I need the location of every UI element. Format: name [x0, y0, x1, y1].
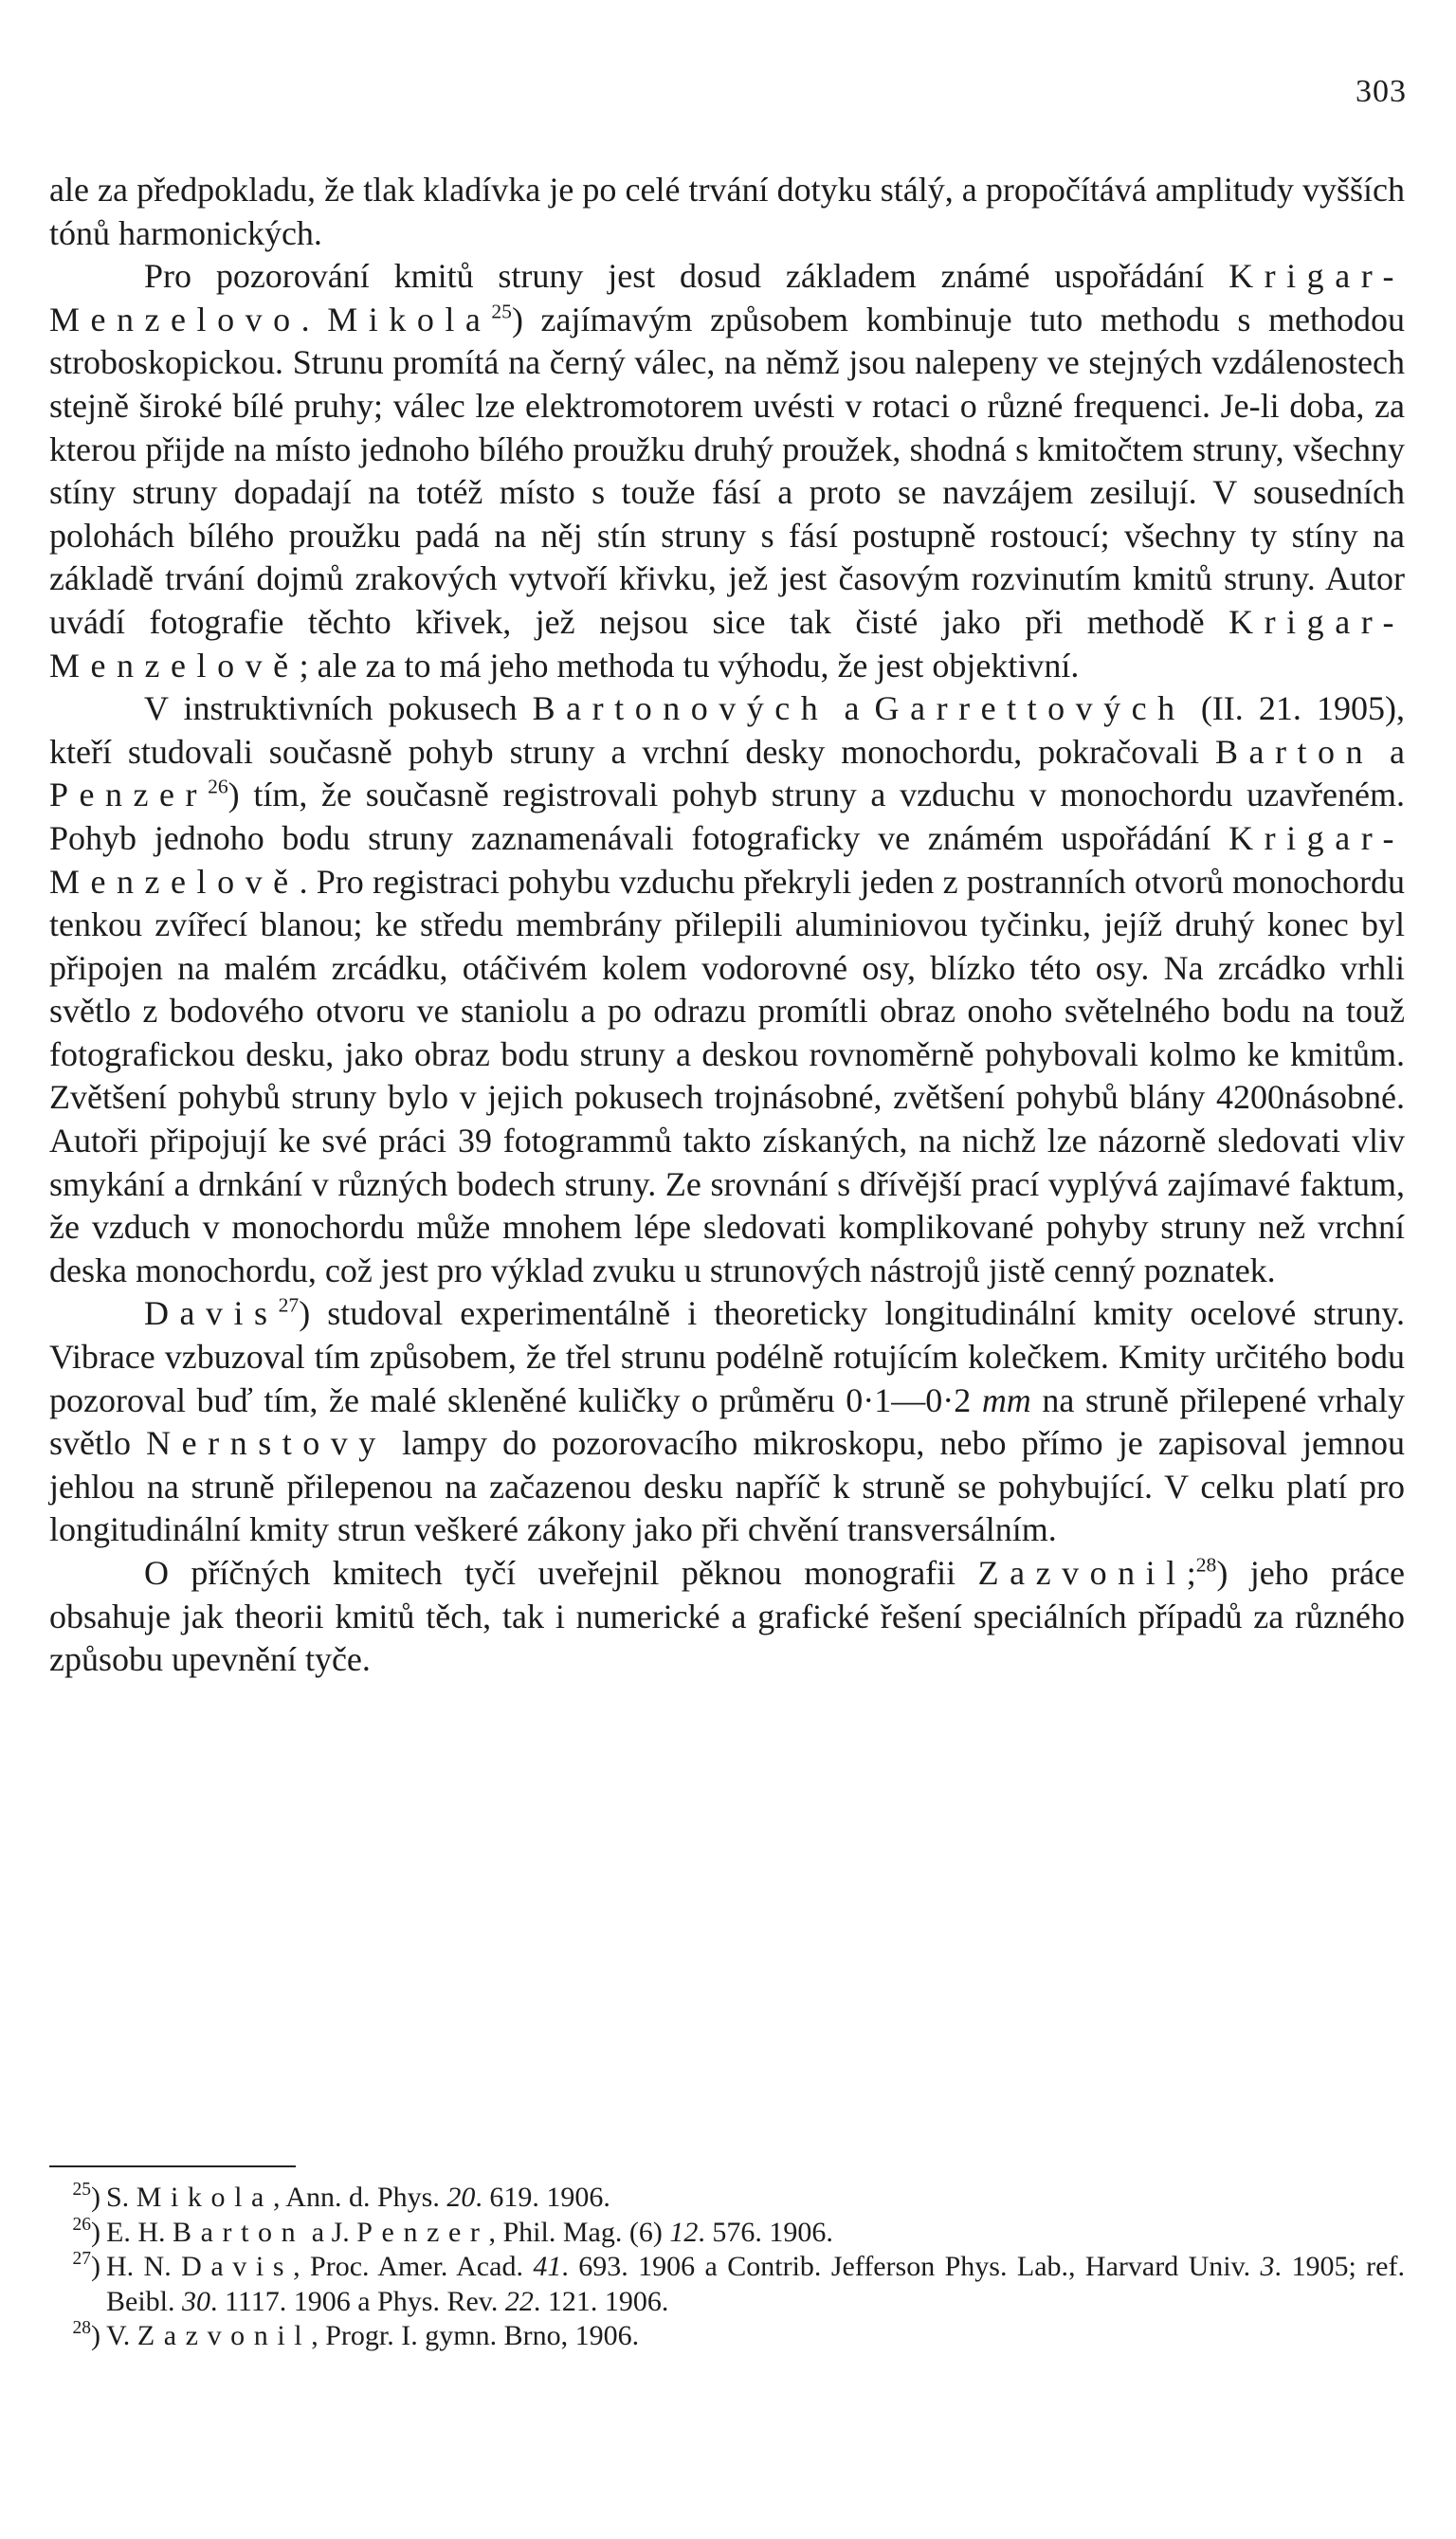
italic-text: 41	[533, 2251, 562, 2282]
footnote-ref: 28	[1195, 1553, 1217, 1577]
spaced-name: Krigar-Menzelově	[49, 602, 1405, 685]
spaced-name: Mikola	[136, 2182, 273, 2213]
italic-text: 22	[504, 2285, 534, 2317]
footnote	[49, 2319, 1405, 2354]
paragraph: Davis$^{27}$) studoval experimentálně i theoreticky longitudinální kmity ocelové struny. Vibrace vzbuzoval tím způsobem, že třel strunu podélně rotujícím kolečkem. Kmity určitého bodu pozoroval buď tím, že malé skleněné kuličky o průměru 0·1—0·2 mm na struně přilepené vrhaly světlo Nernstovy lampy do pozorovacího mikroskopu, nebo přímo je zapisoval jemnou jehlou na struně přilepenou na začazenou desku napříč k struně se pohybující. V celku platí pro longitudinální kmity strun veškeré zákony jako při chvění transversálním.	[49, 1294, 1405, 1549]
footnote-label: $^{25}$)	[72, 2179, 100, 2213]
footnote-label: $^{28}$)	[72, 2317, 100, 2351]
footnote-label: $^{27}$)	[72, 2248, 100, 2282]
footnote	[49, 2181, 1405, 2216]
spaced-name: Zazvonil	[977, 1554, 1187, 1592]
body-text	[49, 169, 1405, 1682]
footnote-label: $^{26}$)	[72, 2214, 100, 2248]
page-number: 303	[1356, 74, 1407, 109]
footnote	[49, 2250, 1405, 2319]
footnote	[49, 2216, 1405, 2251]
footnote-divider	[49, 2165, 296, 2167]
footnote-text: E. H. Barton a J. Penzer, Phil. Mag. (6) 12. 576. 1906.	[106, 2216, 833, 2248]
footnote-ref: 25	[491, 300, 512, 323]
spaced-name: Krigar-Menzelovo	[49, 257, 1405, 338]
spaced-name: Penzer	[356, 2216, 489, 2248]
spaced-name: Penzer	[49, 776, 209, 814]
footnote-text: H. N. Davis, Proc. Amer. Acad. 41. 693. 1906 a Contrib. Jefferson Phys. Lab., Harvard Univ. 3. 1905; ref. Beibl. 30. 1117. 1906 a Phys. Rev. 22. 121. 1906.	[106, 2251, 1405, 2317]
paragraph: Pro pozorování kmitů struny jest dosud základem známé uspořádání Krigar-Menzelovo. Mikola$^{25}$) zajímavým způsobem kombinuje tuto methodu s methodou stroboskopickou. Strunu promítá na černý válec, na němž jsou nalepeny ve stejných vzdálenostech stejně široké bílé pruhy; válec lze elektromotorem uvésti v rotaci o různé frequenci. Je-li doba, za kterou přijde na místo jednoho bílého proužku druhý proužek, shodná s kmitočtem struny, všechny stíny struny dopadají na totéž místo s touže fásí a proto se navzájem zesilují. V sousedních polohách bílého proužku padá na něj stín struny s fásí postupně rostoucí; všechny ty stíny na základě trvání dojmů zrakových vytvoří křivku, jež jest časovým rozvinutím kmitů struny. Autor uvádí fotografie těchto křivek, jež nejsou sice tak čisté jako při methodě Krigar-Menzelově; ale za to má jeho methoda tu výhodu, že jest objektivní.	[49, 257, 1406, 685]
spaced-name: Mikola	[327, 300, 492, 338]
footnote-ref: 27	[278, 1294, 300, 1318]
italic-text: mm	[981, 1380, 1031, 1419]
spaced-name: Garrettových	[874, 689, 1186, 728]
paragraph: ale za předpokladu, že tlak kladívka je po celé trvání dotyku stálý, a propočítává amplitudy vyšších tónů harmonických.	[49, 171, 1405, 252]
italic-text: 3	[1260, 2251, 1275, 2282]
spaced-name: Davis	[144, 1294, 279, 1333]
spaced-name: Zazvonil	[136, 2320, 312, 2351]
paragraph: V instruktivních pokusech Bartonových a Garrettových (II. 21. 1905), kteří studovali současně pohyb struny a vrchní desky monochordu, pokračovali Barton a Penzer$^{26}$) tím, že současně registrovali pohyb struny a vzduchu v monochordu uzavřeném. Pohyb jednoho bodu struny zaznamenávali fotograficky ve známém uspořádání Krigar-Menzelově. Pro registraci pohybu vzduchu překryli jeden z postranních otvorů monochordu tenkou zvířecí blanou; ke středu membrány přilepili aluminiovou tyčinku, jejíž druhý konec byl připojen na malém zrcádku, otáčivém kolem vodorovné osy, blízko této osy. Na zrcádko vrhli světlo z bodového otvoru ve staniolu a po odrazu promítli obraz onoho světelného bodu na touž fotografickou desku, jako obraz bodu struny a deskou rovnoměrně pohybovali kolmo ke kmitům. Zvětšení pohybů struny bylo v jejich pokusech trojnásobné, zvětšení pohybů blány 4200násobné. Autoři připojují ke své práci 39 fotogrammů takto získaných, na nichž lze názorně sledovati vliv smykání a drnkání v různých bodech struny. Ze srovnání s dřívější prací vyplývá zajímavé faktum, že vzduch v monochordu může mnohem lépe sledovati komplikované pohyby struny než vrchní deska monochordu, což jest pro výklad zvuku u strunových nástrojů jistě cenný poznatek.	[49, 689, 1405, 1289]
spaced-name: Davis	[181, 2251, 294, 2282]
spaced-name: Krigar-Menzelově	[49, 818, 1405, 901]
italic-text: 20	[446, 2182, 476, 2213]
italic-text: 30	[182, 2285, 210, 2317]
spaced-name: Bartonových	[532, 689, 829, 728]
spaced-name: Nernstovy	[146, 1424, 387, 1463]
footnote-text: V. Zazvonil, Progr. I. gymn. Brno, 1906.	[106, 2320, 640, 2351]
footnote-text: S. Mikola, Ann. d. Phys. 20. 619. 1906.	[106, 2182, 610, 2213]
footnote-ref: 26	[208, 775, 228, 798]
italic-text: 12	[669, 2216, 699, 2248]
spaced-name: Barton	[173, 2216, 305, 2248]
spaced-name: Barton	[1214, 732, 1374, 771]
footnotes	[49, 2181, 1405, 2354]
paragraph: O příčných kmitech tyčí uveřejnil pěknou monografii Zazvonil;$^{28}$) jeho práce obsahuje jak theorii kmitů těch, tak i numerické a grafické řešení speciálních případů za různého způsobu upevnění tyče.	[49, 1553, 1406, 1679]
